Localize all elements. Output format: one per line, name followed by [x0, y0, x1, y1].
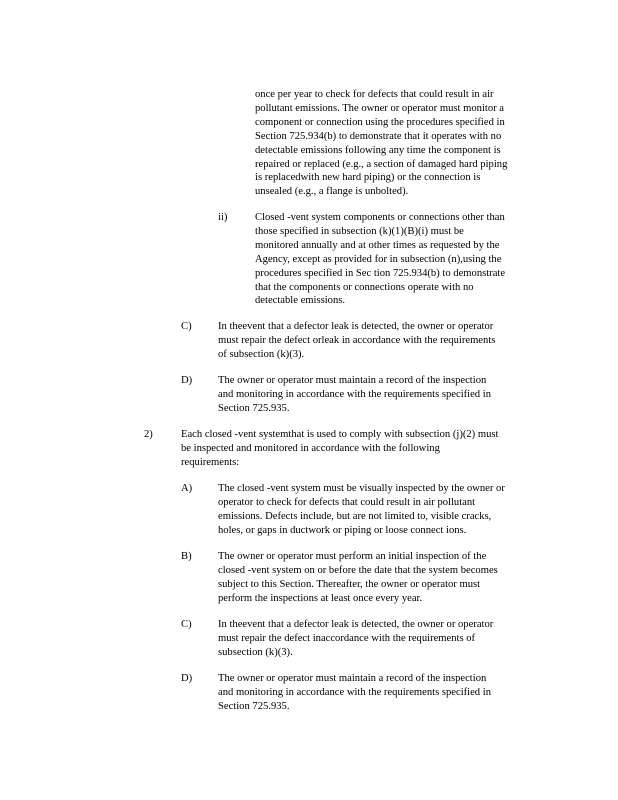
text-line: Section 725.934(b) to demonstrate that it operates with no — [255, 130, 502, 142]
text-line: subject to this Section. Thereafter, the owner or operator must — [218, 578, 481, 590]
text-line: is replacedwith new hard piping) or the connection is — [255, 172, 481, 184]
text-line: once per year to check for defects that could result in air — [255, 89, 494, 100]
text-line: be inspected and monitored in accordance with the following — [181, 442, 440, 454]
text-line: detectable emissions following any time the component is — [255, 144, 501, 156]
item-2d-marker: D) — [181, 673, 193, 684]
text-line: subsection (k)(3). — [218, 646, 293, 658]
text-line: Each closed -vent systemthat is used to comply with subsection (j)(2) must — [181, 429, 499, 440]
text-line: those specified in subsection (k)(1)(B)(i) must be — [255, 225, 464, 237]
text-line: must repair the defect orleak in accordance with the requirements — [218, 334, 496, 346]
item-1c-marker: C) — [181, 321, 192, 332]
item-2c-text — [218, 618, 528, 660]
text-line: monitored annually and at other times as requested by the — [255, 239, 500, 251]
subitem-i-continuation — [255, 88, 543, 199]
item-1d-marker: D) — [181, 375, 193, 386]
item-1c-text — [218, 320, 528, 362]
text-line: Section 725.935. — [218, 700, 290, 712]
text-line: unsealed (e.g., a flange is unbolted). — [255, 186, 409, 198]
text-line: and monitoring in accordance with the requirements specified in — [218, 388, 491, 400]
text-line: detectable emissions. — [255, 295, 346, 307]
item-1d-text — [218, 374, 528, 416]
text-line: holes, or gaps in ductwork or piping or loose connect ions. — [218, 524, 467, 536]
text-line: must repair the defect inaccordance with the requirements of — [218, 632, 476, 644]
text-line: The owner or operator must perform an initial inspection of the — [218, 551, 487, 562]
text-line: In theevent that a defector leak is detected, the owner or operator — [218, 321, 494, 332]
text-line: that the components or connections operate with no — [255, 281, 474, 293]
text-line: In theevent that a defector leak is detected, the owner or operator — [218, 619, 494, 630]
item-2b-text — [218, 550, 528, 606]
item-2-marker: 2) — [144, 429, 153, 440]
text-line: Agency, except as provided for in subsection (n),using the — [255, 253, 502, 265]
text-line: The owner or operator must maintain a record of the inspection — [218, 673, 487, 684]
item-2d-text — [218, 672, 528, 714]
text-line: The owner or operator must maintain a record of the inspection — [218, 375, 487, 386]
text-line: closed -vent system on or before the date that the system becomes — [218, 564, 498, 576]
text-line: component or connection using the procedures specified in — [255, 116, 505, 128]
text-line: The closed -vent system must be visually inspected by the owner or — [218, 483, 505, 494]
item-2a-marker: A) — [181, 483, 193, 494]
item-2b-marker: B) — [181, 551, 192, 562]
item-2c-marker: C) — [181, 619, 192, 630]
text-line: Section 725.935. — [218, 402, 290, 414]
text-line: perform the inspections at least once every year. — [218, 592, 423, 604]
text-line: and monitoring in accordance with the requirements specified in — [218, 686, 491, 698]
text-line: pollutant emissions. The owner or operator must monitor a — [255, 102, 505, 114]
text-line: requirements: — [181, 456, 240, 468]
text-line: repaired or replaced (e.g., a section of damaged hard piping — [255, 158, 508, 170]
item-2a-text — [218, 482, 540, 538]
text-line: Closed -vent system components or connections other than — [255, 212, 505, 223]
text-line: operator to check for defects that could result in air pollutant — [218, 496, 476, 508]
subitem-ii-marker: ii) — [218, 212, 228, 223]
subitem-ii-text — [255, 211, 543, 308]
text-line: emissions. Defects include, but are not limited to, visible cracks, — [218, 510, 492, 522]
item-2-text — [181, 428, 537, 470]
text-line: procedures specified in Sec tion 725.934(b) to demonstrate — [255, 267, 506, 279]
text-line: of subsection (k)(3). — [218, 348, 305, 360]
